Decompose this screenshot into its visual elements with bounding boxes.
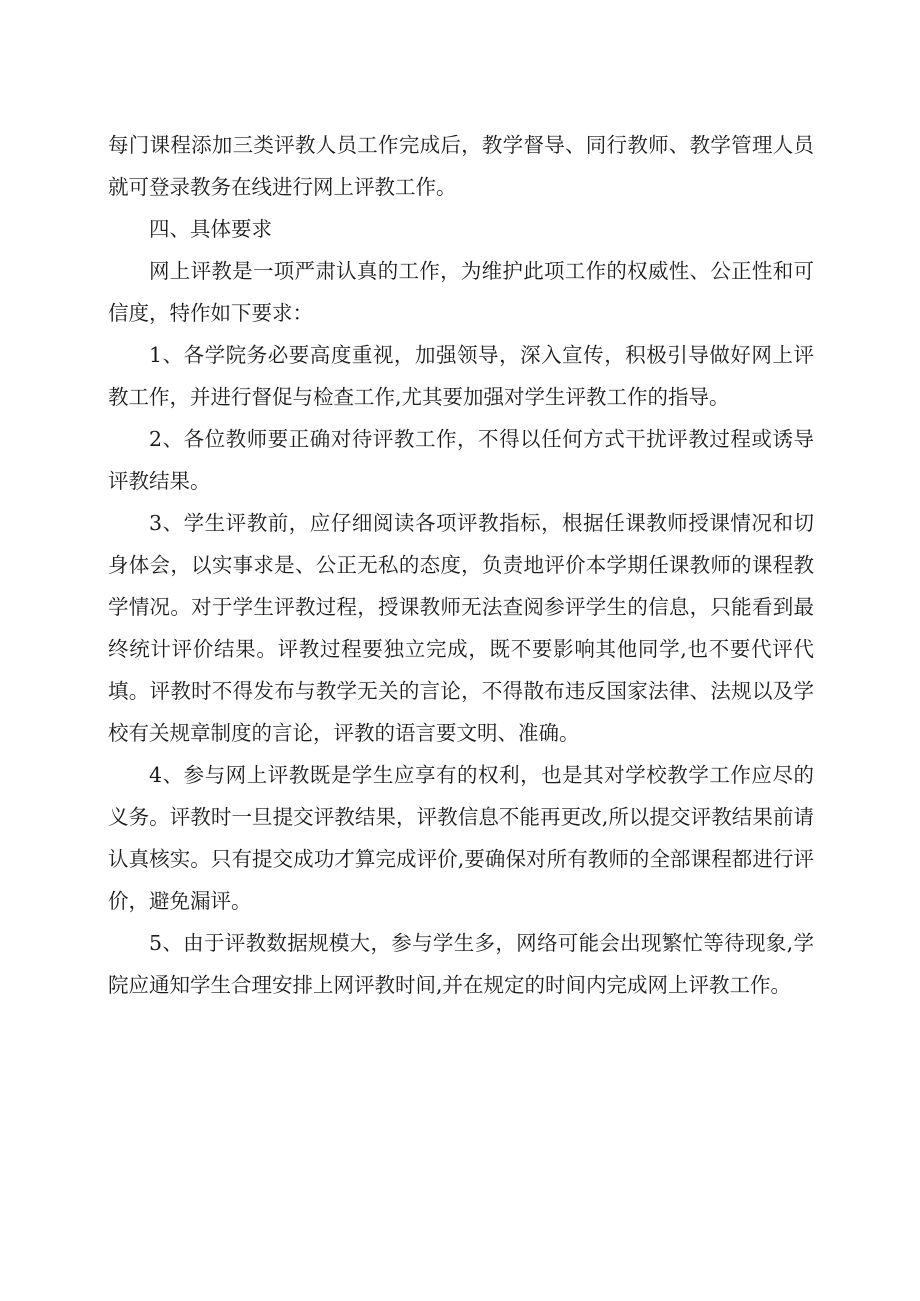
requirement-item-3: 3、学生评教前，应仔细阅读各项评教指标，根据任课教师授课情况和切身体会，以实事求是、公正无私的态度，负责地评价本学期任课教师的课程教学情况。对于学生评教过程，授课教师无法查阅参评学生的信息，只能看到最终统计评价结果。评教过程要独立完成，既不要影响其他同学,也不要代评代填。评教时不得发布与教学无关的言论，不得散布违反国家法律、法规以及学校有关规章制度的言论，评教的语言要文明、准确。 [108,511,814,745]
section-heading-requirements: 四、具体要求 [149,217,272,241]
paragraph-intro: 每门课程添加三类评教人员工作完成后，教学督导、同行教师、教学管理人员就可登录教务在线进行网上评教工作。 [108,133,814,199]
requirement-item-1: 1、各学院务必要高度重视，加强领导，深入宣传，积极引导做好网上评教工作，并进行督促与检查工作,尤其要加强对学生评教工作的指导。 [108,343,814,409]
paragraph-requirements-intro: 网上评教是一项严肃认真的工作，为维护此项工作的权威性、公正性和可信度，特作如下要求： [108,259,814,325]
requirement-item-2: 2、各位教师要正确对待评教工作，不得以任何方式干扰评教过程或诱导评教结果。 [108,427,814,493]
requirement-item-5: 5、由于评教数据规模大，参与学生多，网络可能会出现繁忙等待现象,学院应通知学生合理安排上网评教时间,并在规定的时间内完成网上评教工作。 [108,931,814,997]
requirement-item-4: 4、参与网上评教既是学生应享有的权利，也是其对学校教学工作应尽的义务。评教时一旦提交评教结果，评教信息不能再更改,所以提交评教结果前请认真核实。只有提交成功才算完成评价,要确保对所有教师的全部课程都进行评价，避免漏评。 [108,763,814,913]
document-body [108,124,814,1006]
